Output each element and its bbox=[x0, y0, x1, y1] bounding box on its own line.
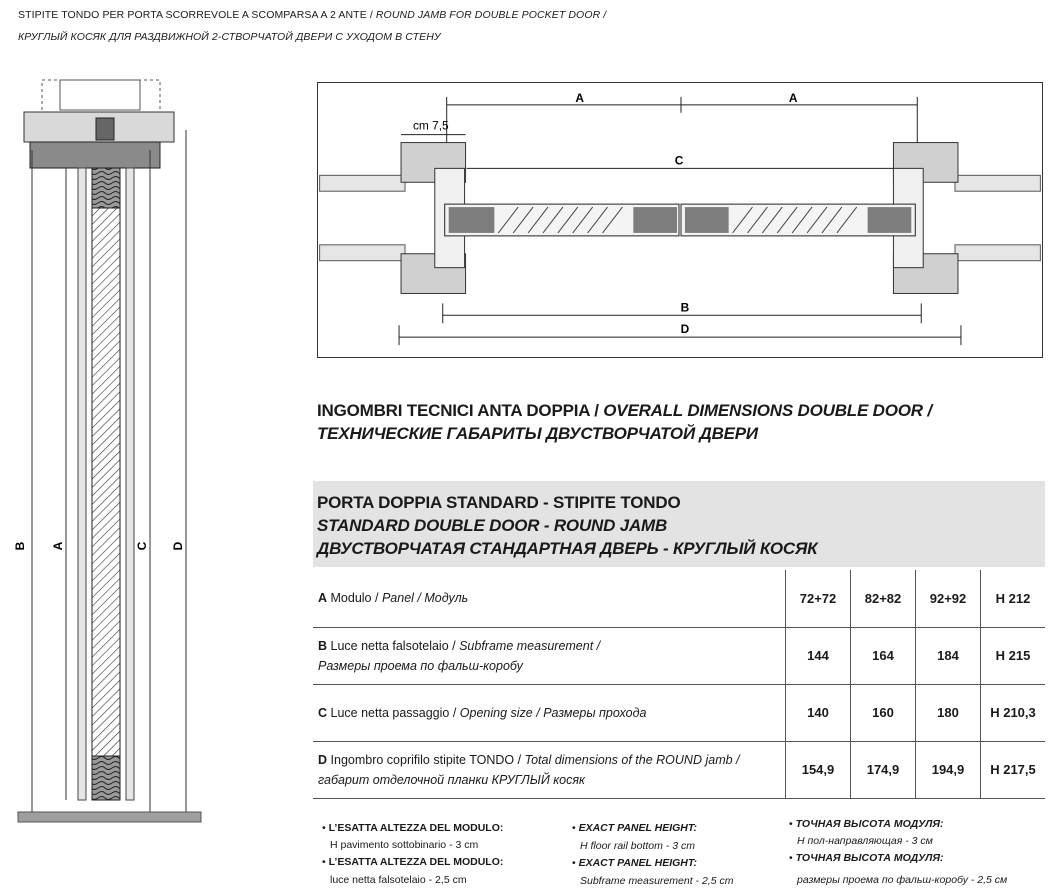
section-title-line-2 bbox=[317, 424, 758, 444]
plan-label-b: B bbox=[680, 300, 690, 315]
row-label: D Ingombro coprifilo stipite TONDO / Total dimensions of the ROUND jamb / габарит отделочной планки КРУГЛЫЙ косяк bbox=[313, 741, 786, 798]
table-row bbox=[313, 741, 1045, 798]
header-english: ROUND JAMB FOR DOUBLE POCKET DOOR / bbox=[375, 9, 607, 21]
vertical-section-drawing bbox=[0, 70, 215, 830]
section-title-line-1 bbox=[317, 401, 932, 421]
table-row bbox=[313, 570, 1045, 627]
section-title-english: OVERALL DIMENSIONS DOUBLE DOOR / bbox=[603, 401, 932, 420]
value-cell: 72+72 bbox=[786, 570, 851, 627]
header-russian: КРУГЛЫЙ КОСЯК ДЛЯ РАЗДВИЖНОЙ 2-СТВОРЧАТОЙ ДВЕРИ С УХОДОМ В СТЕНУ bbox=[18, 31, 441, 43]
value-cell: 184 bbox=[916, 627, 981, 684]
note-italian-2: • L’ESATTA ALTEZZA DEL MODULO: bbox=[322, 856, 504, 868]
note-russian-1: • ТОЧНАЯ ВЫСОТА МОДУЛЯ: bbox=[789, 818, 944, 830]
value-cell: 180 bbox=[916, 684, 981, 741]
side-label-b: B bbox=[13, 541, 27, 551]
value-cell: 82+82 bbox=[851, 570, 916, 627]
value-cell: 92+92 bbox=[916, 570, 981, 627]
plan-label-d: D bbox=[680, 322, 690, 337]
value-cell: 154,9 bbox=[786, 741, 851, 798]
row-label: C Luce netta passaggio / Opening size / Размеры прохода bbox=[313, 684, 786, 741]
header-italian: STIPITE TONDO PER PORTA SCORREVOLE A SCOMPARSA A 2 ANTE / bbox=[18, 9, 373, 21]
height-cell: H 210,3 bbox=[981, 684, 1046, 741]
section-title-russian: ТЕХНИЧЕСКИЕ ГАБАРИТЫ ДВУСТВОРЧАТОЙ ДВЕРИ bbox=[317, 424, 758, 443]
note-italian-1-text: H pavimento sottobinario - 3 cm bbox=[330, 839, 479, 851]
plan-label-a-right: A bbox=[788, 90, 798, 105]
height-cell: H 212 bbox=[981, 570, 1046, 627]
table-header-english: STANDARD DOUBLE DOOR - ROUND JAMB bbox=[317, 516, 668, 535]
note-english-1-text: H floor rail bottom - 3 cm bbox=[580, 840, 695, 852]
section-title-italian: INGOMBRI TECNICI ANTA DOPPIA / bbox=[317, 401, 599, 420]
side-label-d: D bbox=[171, 541, 185, 551]
side-label-a: A bbox=[51, 541, 65, 551]
value-cell: 174,9 bbox=[851, 741, 916, 798]
note-english-2-text: Subframe measurement - 2,5 cm bbox=[580, 875, 734, 887]
note-english-2: • EXACT PANEL HEIGHT: bbox=[572, 857, 698, 869]
table-row bbox=[313, 627, 1045, 684]
page-header-line-1 bbox=[18, 9, 606, 21]
table-header-russian: ДВУСТВОРЧАТАЯ СТАНДАРТНАЯ ДВЕРЬ - КРУГЛЫЙ КОСЯК bbox=[317, 539, 818, 558]
value-cell: 164 bbox=[851, 627, 916, 684]
plan-label-c: C bbox=[674, 153, 684, 168]
note-russian-2-text: размеры проема по фальш-коробу - 2,5 см bbox=[797, 874, 1008, 886]
plan-label-cm: cm 7,5 bbox=[412, 118, 449, 133]
row-label: B Luce netta falsotelaio / Subframe measurement / Размеры проема по фальш-коробу bbox=[313, 627, 786, 684]
plan-label-a-left: A bbox=[575, 90, 585, 105]
plan-view-drawing bbox=[317, 82, 1043, 358]
height-cell: H 217,5 bbox=[981, 741, 1046, 798]
note-russian-1-text: H пол-направляющая - 3 см bbox=[797, 835, 933, 847]
dimensions-table bbox=[313, 570, 1045, 799]
note-italian-1: • L’ESATTA ALTEZZA DEL MODULO: bbox=[322, 822, 504, 834]
height-cell: H 215 bbox=[981, 627, 1046, 684]
table-header-italian: PORTA DOPPIA STANDARD - STIPITE TONDO bbox=[317, 493, 681, 512]
note-english-1: • EXACT PANEL HEIGHT: bbox=[572, 822, 698, 834]
table-row bbox=[313, 684, 1045, 741]
page-header-line-2 bbox=[18, 31, 441, 43]
note-italian-2-text: luce netta falsotelaio - 2,5 cm bbox=[330, 874, 467, 886]
value-cell: 144 bbox=[786, 627, 851, 684]
value-cell: 194,9 bbox=[916, 741, 981, 798]
value-cell: 140 bbox=[786, 684, 851, 741]
side-label-c: C bbox=[135, 541, 149, 551]
note-russian-2: • ТОЧНАЯ ВЫСОТА МОДУЛЯ: bbox=[789, 852, 944, 864]
value-cell: 160 bbox=[851, 684, 916, 741]
row-label: A Modulo / Panel / Модуль bbox=[313, 570, 786, 627]
